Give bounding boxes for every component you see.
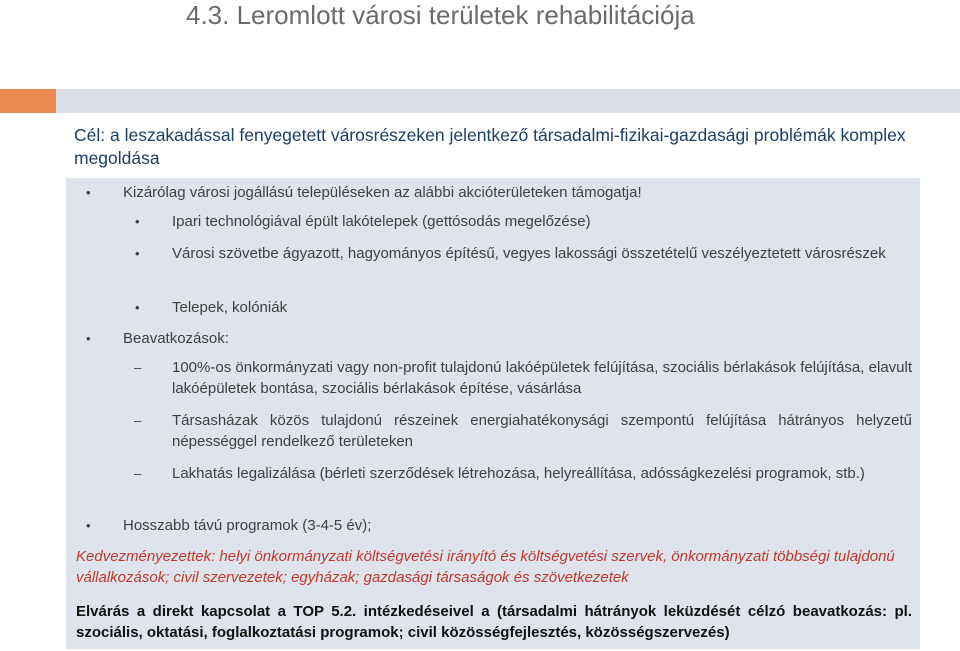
bullet-marker: • (86, 518, 91, 533)
header-band (0, 89, 960, 113)
bullet-marker: • (135, 214, 140, 229)
bullet-marker: • (86, 331, 91, 346)
intervention-item-condominiums: Társasházak közös tulajdonú részeinek energiahatékonysági szempontú felújítása hátrányos helyzetű népességgel rendelkező területeken (172, 412, 912, 450)
dash-marker: – (134, 413, 142, 428)
expectation-text: Elvárás a direkt kapcsolat a TOP 5.2. intézkedéseivel a (társadalmi hátrányok leküzdését célzó beavatkozás: pl. szociális, oktatási, foglalkoztatási programok; civil közösségfejlesztés, közösségszervezés) (76, 603, 912, 641)
beneficiaries-text: Kedvezményezettek: helyi önkormányzati költségvetési irányító és költségvetési szervek, önkormányzati többségi tulajdonú vállalkozások; civil szervezetek; egyházak; gazdasági társaságok és szövetkezetek (76, 548, 895, 586)
interventions-heading: Beavatkozások: (123, 330, 229, 347)
intervention-item-renovation: 100%-os önkormányzati vagy non-profit tulajdonú lakóépületek felújítása, szociális bérlakások felújítása, elavult lakóépületek bontása, szociális bérlakások építése, vásárlása (172, 359, 912, 397)
dash-marker: – (134, 466, 142, 481)
header-accent (0, 89, 56, 113)
dash-marker: – (134, 360, 142, 375)
eligibility-item: Kizárólag városi jogállású településeken az alábbi akcióterületeken támogatja! (123, 184, 642, 201)
goal-statement: Cél: a leszakadással fenyegetett városrészeken jelentkező társadalmi-fizikai-gazdasági problémák komplex megoldása (74, 125, 906, 168)
area-item-colonies: Telepek, kolóniák (172, 299, 288, 316)
bullet-marker: • (135, 300, 140, 315)
bullet-marker: • (86, 185, 91, 200)
intervention-item-legalization: Lakhatás legalizálása (bérleti szerződések létrehozása, helyreállítása, adósságkezelési programok, stb.) (172, 465, 865, 482)
area-item-housing-estates: Ipari technológiával épült lakótelepek (gettósodás megelőzése) (172, 213, 591, 230)
slide-title: 4.3. Leromlott városi területek rehabilitációja (186, 0, 695, 30)
long-term-programs-item: Hosszabb távú programok (3-4-5 év); (123, 517, 372, 534)
area-item-city-districts: Városi szövetbe ágyazott, hagyományos építésű, vegyes lakossági összetételű veszélyeztetett városrészek (172, 245, 886, 262)
bullet-marker: • (135, 246, 140, 261)
